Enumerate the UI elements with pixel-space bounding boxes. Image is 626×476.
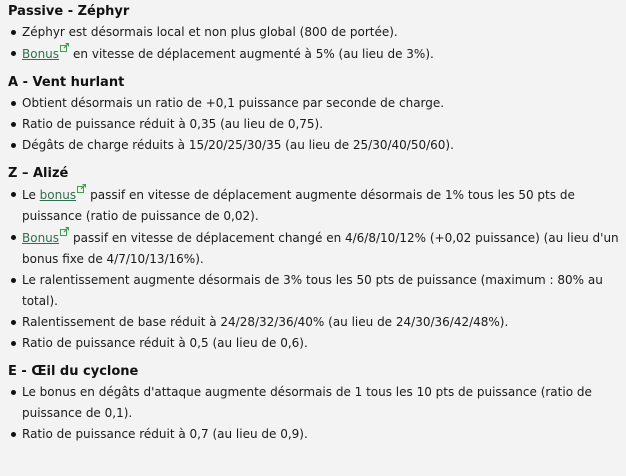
section-title: Passive - Zéphyr [8,4,130,19]
item-text: Ralentissement de base réduit à 24/28/32/36/40% (au lieu de 24/30/36/42/48%). [22,315,509,329]
section-title: Z – Alizé [8,166,69,181]
bonus-link[interactable]: Bonus [22,47,60,61]
section-title: E - Œil du cyclone [8,364,139,379]
change-list [8,22,622,65]
section [8,75,622,156]
list-item [8,43,622,65]
list-item [8,333,622,354]
list-item [8,93,622,114]
list-item [8,424,622,445]
item-text: Le bonus en dégâts d'attaque augmente désormais de 1 tous les 10 pts de puissance (ratio de puissance de 0,1). [22,385,592,420]
section [8,364,622,445]
item-text: en vitesse de déplacement augmenté à 5% (au lieu de 3%). [73,47,434,61]
list-item [8,184,622,227]
item-text: Le ralentissement augmente désormais de 3% tous les 50 pts de puissance (maximum : 80% au total). [22,273,603,308]
external-link-icon [60,43,69,52]
section-title: A - Vent hurlant [8,75,125,90]
list-item [8,135,622,156]
list-item [8,227,622,270]
list-item [8,22,622,43]
change-list [8,184,622,354]
item-text: Ratio de puissance réduit à 0,5 (au lieu de 0,6). [22,336,308,350]
item-text: Zéphyr est désormais local et non plus global (800 de portée). [22,25,398,39]
item-text: passif en vitesse de déplacement augmente désormais de 1% tous les 50 pts de puissance (ratio de puissance de 0,02). [22,188,575,223]
item-text: Obtient désormais un ratio de +0,1 puissance par seconde de charge. [22,96,445,110]
list-item [8,382,622,424]
external-link-icon [60,227,69,236]
item-text: Ratio de puissance réduit à 0,35 (au lieu de 0,75). [22,117,324,131]
external-link-icon [77,184,86,193]
list-item [8,270,622,312]
bonus-link[interactable]: bonus [39,188,77,202]
item-text: Dégâts de charge réduits à 15/20/25/30/35 (au lieu de 25/30/40/50/60). [22,138,454,152]
item-text: Ratio de puissance réduit à 0,7 (au lieu de 0,9). [22,427,308,441]
item-text: passif en vitesse de déplacement changé en 4/6/8/10/12% (+0,02 puissance) (au lieu d'un bonus fixe de 4/7/10/13/16%). [22,231,619,266]
change-list [8,382,622,445]
section [8,4,622,65]
item-text-before: Le [22,188,40,202]
list-item [8,312,622,333]
section [8,166,622,354]
bonus-link[interactable]: Bonus [22,231,60,245]
change-list [8,93,622,156]
list-item [8,114,622,135]
